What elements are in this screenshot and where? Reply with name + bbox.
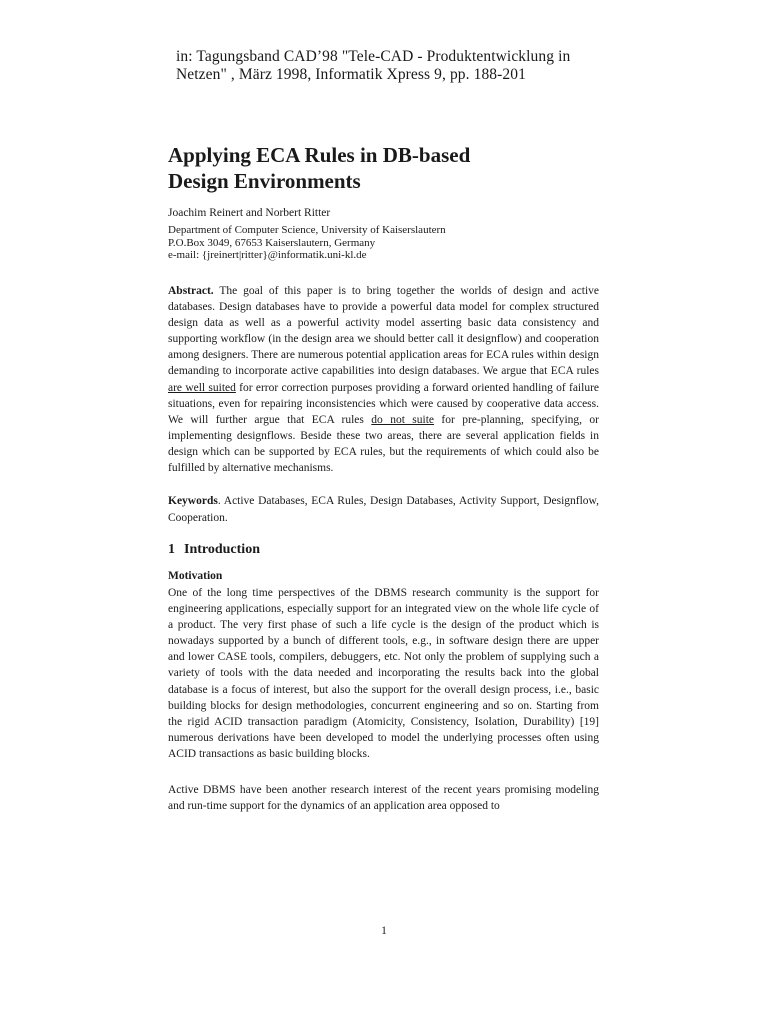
abstract-text-b: for error correction purposes providing a forward oriented handling of failure situations, even for repairing inconsistencies which were caused by cooperative data access. We will further argue that ECA rules bbox=[168, 381, 600, 426]
affiliation-department: Department of Computer Science, University of Kaiserslautern bbox=[168, 224, 446, 236]
citation-note bbox=[176, 48, 606, 84]
paper-title bbox=[168, 142, 608, 194]
section-title: Introduction bbox=[184, 542, 260, 557]
paragraph-1: One of the long time perspectives of the DBMS research community is the support for engineering applications, especially support for an integrated view on the whole life cycle of a product. The very first phase of such a life cycle is the design of the product which is nowadays supported by a bunch of different tools, e.g., in software design there are upper and lower CASE tools, compilers, debuggers, etc. Not only the problem of supplying such a variety of tools with the data needed and incorporating the results back into the global database is a focus of interest, but also the support for the overall design process, i.e., basic building blocks for design methodologies, concurrent engineering and so on. Starting from the rigid ACID transaction paradigm (Atomicity, Consistency, Isolation, Durability) [19] numerous derivations have been developed to model the underlying processes often using ACID transactions as basic building blocks. bbox=[168, 587, 599, 760]
keywords-label: Keywords bbox=[168, 495, 218, 507]
abstract-text-c: for pre-planning, specifying, or implementing designflows. Beside these two areas, there are several application fields in design which can be supported by ECA rules, but the requirements of which could also be fulfilled by alternative mechanisms. bbox=[168, 413, 600, 475]
title-line-1: Applying ECA Rules in DB-based bbox=[168, 143, 471, 167]
authors: Joachim Reinert and Norbert Ritter bbox=[168, 207, 331, 219]
keywords-text: . Active Databases, ECA Rules, Design Databases, Activity Support, Designflow, Cooperation. bbox=[168, 495, 599, 524]
abstract-underline-a: are well suited bbox=[168, 381, 236, 394]
keywords bbox=[168, 493, 599, 526]
affiliation bbox=[168, 224, 446, 262]
abstract-label: Abstract. bbox=[168, 285, 214, 297]
citation-line-1: in: Tagungsband CAD’98 "Tele-CAD - Produktentwicklung in bbox=[176, 48, 571, 65]
affiliation-email: e-mail: {jreinert|ritter}@informatik.uni-kl.de bbox=[168, 249, 367, 261]
section-number: 1 bbox=[168, 542, 175, 557]
page-number: 1 bbox=[381, 925, 387, 937]
abstract bbox=[168, 283, 599, 476]
title-line-2: Design Environments bbox=[168, 169, 361, 193]
abstract-underline-b: do not suite bbox=[371, 413, 435, 426]
section-heading-introduction bbox=[168, 541, 260, 558]
citation-line-2: Netzen" , März 1998, Informatik Xpress 9, pp. 188-201 bbox=[176, 66, 526, 83]
affiliation-address: P.O.Box 3049, 67653 Kaiserslautern, Germany bbox=[168, 236, 376, 249]
abstract-text-a: The goal of this paper is to bring together the worlds of design and active databases. Design databases have to provide a powerful data model for complex structured design data as well as a powerful activity model asserting basic data consistency and supporting workflow (in the design area we should better call it designflow) and cooperation among designers. There are numerous potential application areas for ECA rules within design demanding to incorporate active capabilities into design databases. We argue that ECA rules bbox=[168, 285, 599, 378]
paragraph-2: Active DBMS have been another research interest of the recent years promising modeling and run-time support for the dynamics of an application area opposed to bbox=[168, 784, 599, 813]
subsection-heading-motivation: Motivation bbox=[168, 570, 223, 582]
